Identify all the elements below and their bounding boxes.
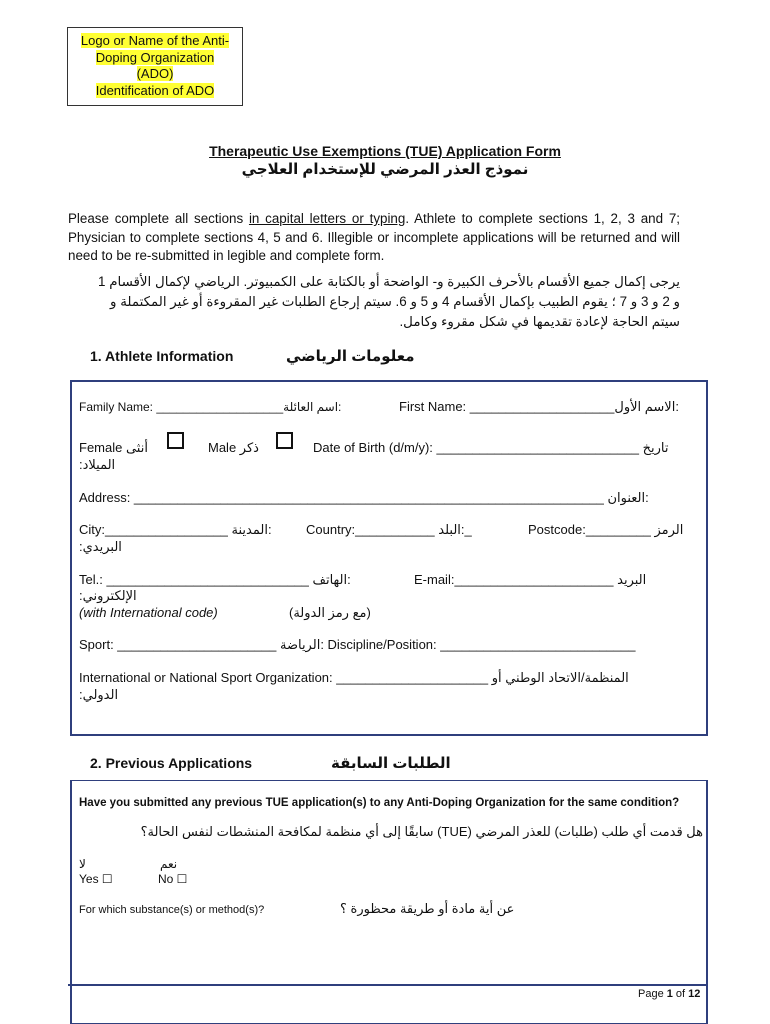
sport-organization-field[interactable]: International or National Sport Organization: _____________________ المنظمة/الاتحاد الوطني أو: [79, 670, 629, 685]
intro-ar-line-1: يرجى إكمال جميع الأقسام بالأحرف الكبيرة و- الواضحة أو بالكتابة على الكمبيوتر. الرياضي لإكمال الأقسام 1: [98, 274, 680, 289]
date-of-birth-field[interactable]: Date of Birth (d/m/y): ____________________________ تاريخ: [313, 440, 669, 455]
city-field[interactable]: City:_________________ المدينة:: [79, 522, 272, 537]
address-field[interactable]: Address: _________________________________________________________________ العنوان:: [79, 490, 649, 505]
form-title-ar: نموذج العذر المرضي للإستخدام العلاجي: [241, 161, 529, 178]
previous-tue-question-ar: هل قدمت أي طلب (طلبات) للعذر المرضي (TUE) سابقًا إلى أي منظمة لمكافحة المنشطات لنفس الحالة؟: [140, 824, 703, 839]
no-checkbox[interactable]: No ☐: [158, 872, 188, 886]
page-label: Page: [638, 988, 667, 1000]
email-field[interactable]: E-mail:______________________ البريد: [414, 572, 647, 587]
section1-heading: 1. Athlete Information: [90, 348, 234, 364]
form-title-en: Therapeutic Use Exemptions (TUE) Application Form: [209, 143, 561, 159]
intro-part-1: Please complete all sections: [68, 211, 249, 226]
male-checkbox[interactable]: [276, 432, 293, 449]
section2-heading-ar: الطلبات السابقة: [331, 755, 451, 772]
intro-ar-line-2: و 2 و 3 و 7 ؛ يقوم الطبيب بإكمال الأقسام 4 و 5 و 6. سيتم إرجاع الطلبات غير المقروءة أو غير المكتملة و: [110, 294, 680, 309]
section1-heading-ar: معلومات الرياضي: [286, 348, 415, 365]
logo-line-3: (ADO): [136, 66, 174, 81]
logo-line-1: Logo or Name of the Anti-: [80, 33, 230, 48]
previous-tue-question: Have you submitted any previous TUE application(s) to any Anti-Doping Organization for the same condition?: [79, 797, 680, 809]
no-ar-label: لا: [79, 857, 86, 871]
page-total: 12: [688, 988, 701, 1000]
telephone-field[interactable]: Tel.: ____________________________ الهاتف:: [79, 572, 351, 587]
footer-divider: [68, 984, 708, 986]
female-checkbox[interactable]: [167, 432, 184, 449]
family-name-field[interactable]: Family Name: ___________________اسم العائلة:: [79, 400, 342, 414]
page-number: [638, 988, 700, 1000]
ado-logo-placeholder: [67, 27, 243, 106]
intro-text-en: [68, 210, 680, 266]
substance-question-ar: عن أية مادة أو طريقة محظورة ؟: [340, 901, 515, 916]
intro-part-2: . Athlete to complete sections 1, 2, 3 and 7; Physician to complete sections 4, 5 and 6. Illegible or incomplete applications will be returned and will need to be re-submitted in legible and complete form.: [68, 211, 681, 263]
country-field[interactable]: Country:___________ البلد:_: [306, 522, 472, 537]
email-ar-label: الإلكتروني:: [79, 588, 137, 603]
section2-heading: 2. Previous Applications: [90, 755, 253, 771]
dob-ar-label: الميلاد:: [79, 457, 116, 472]
intro-text-ar: [68, 272, 680, 332]
yes-checkbox[interactable]: Yes ☐: [79, 872, 113, 886]
logo-line-2: Doping Organization: [95, 49, 215, 65]
logo-line-4: Identification of ADO: [95, 82, 215, 98]
substance-question: For which substance(s) or method(s)?: [79, 904, 265, 916]
org-ar-label: الدولي:: [79, 687, 119, 702]
sport-discipline-field[interactable]: Sport: ______________________ الرياضة: Discipline/Position: ___________________________: [79, 637, 636, 652]
gender-female-label: [79, 440, 148, 456]
intro-ar-line-3: سيتم الحاجة لإعادة تقديمها في شكل مقروء وكامل.: [399, 314, 680, 329]
page-current: 1: [666, 988, 673, 1000]
female-label: Female أنثى: [79, 440, 148, 455]
male-label: Male ذكر: [208, 440, 259, 455]
intl-code-note: (with International code): [79, 605, 218, 620]
postcode-field[interactable]: Postcode:_________ الرمز: [528, 522, 684, 537]
intro-underlined: in capital letters or typing: [248, 211, 406, 226]
page-of-label: of: [672, 988, 689, 1000]
first-name-field[interactable]: First Name: ____________________الاسم الأول:: [399, 399, 679, 414]
postcode-ar-label: البريدي:: [79, 539, 122, 554]
intl-code-note-ar: (مع رمز الدولة): [289, 605, 371, 620]
yes-ar-label: نعم: [160, 857, 178, 871]
